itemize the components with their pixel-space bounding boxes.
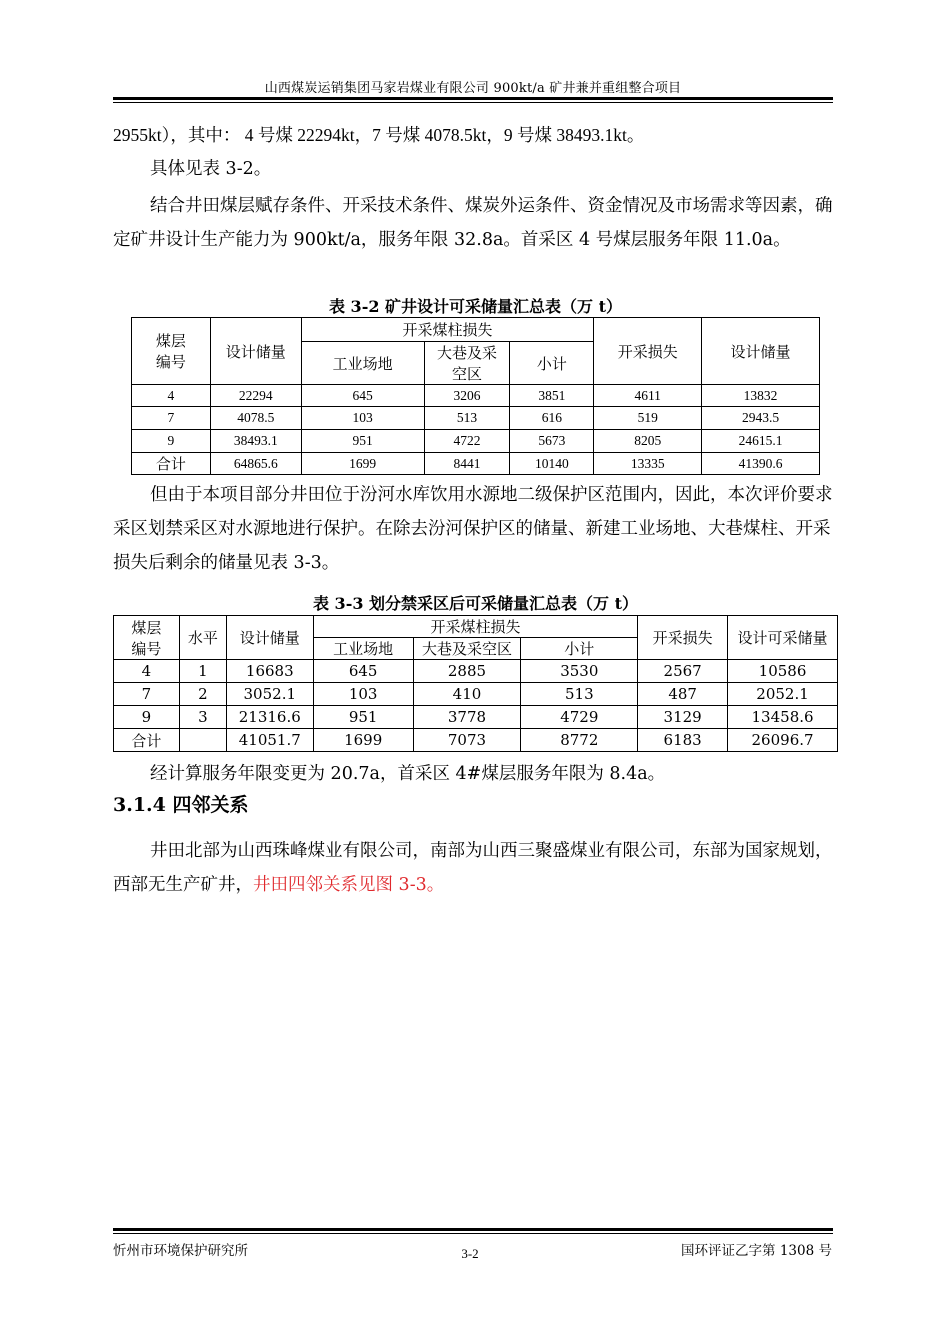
table-cell: 8441	[424, 453, 510, 475]
table-cell: 645	[313, 660, 413, 683]
table-cell: 9	[132, 430, 211, 453]
table-cell: 41390.6	[702, 453, 820, 475]
paragraph-protection-zone: 但由于本项目部分井田位于汾河水库饮用水源地二级保护区范围内，因此，本次评价要求采区划禁采区对水源地进行保护。在除去汾河保护区的储量、新建工业场地、大巷煤柱、开采损失后剩余的储量见表 3-3。	[113, 485, 833, 573]
table1-header-design-reserve2: 设计储量	[702, 318, 820, 385]
table2-header-industrial-site: 工业场地	[313, 638, 413, 660]
header-rule-thin	[113, 102, 833, 103]
table-cell: 951	[313, 706, 413, 729]
table-cell: 103	[313, 683, 413, 706]
table2-header-seam	[114, 616, 180, 660]
footer-rule-thin	[113, 1233, 833, 1234]
table-cell: 103	[301, 407, 424, 430]
table1-header-roadway-line2: 空区	[451, 367, 482, 383]
table-row-total	[132, 453, 820, 475]
table-cell: 26096.7	[728, 729, 838, 752]
table-cell: 1699	[301, 453, 424, 475]
table1-header-roadway	[424, 342, 510, 385]
table-cell: 2567	[638, 660, 728, 683]
table-cell: 38493.1	[210, 430, 301, 453]
paragraph-reserves: 2955kt），其中： 4 号煤 22294kt，7 号煤 4078.5kt，9 号煤 38493.1kt。	[113, 125, 645, 145]
table-cell: 3778	[413, 706, 521, 729]
table-row	[132, 407, 820, 430]
table-3-2-caption: 表 3-2 矿井设计可采储量汇总表（万 t）	[328, 297, 622, 316]
table-cell: 合计	[114, 729, 180, 752]
table2-header-level: 水平	[179, 616, 226, 660]
table1-header-seam-line1: 煤层	[155, 334, 186, 350]
table2-header-pillar-loss: 开采煤柱损失	[313, 616, 637, 638]
table-cell: 41051.7	[226, 729, 313, 752]
table-cell: 22294	[210, 385, 301, 407]
footer-certificate: 国环评证乙字第 1308 号	[681, 1243, 832, 1259]
table-cell: 2052.1	[728, 683, 838, 706]
table2-header-recoverable: 设计可采储量	[728, 616, 838, 660]
running-header: 山西煤炭运销集团马家岩煤业有限公司 900kt/a 矿井兼并重组整合项目	[264, 81, 682, 96]
table-3-3-caption: 表 3-3 划分禁采区后可采储量汇总表（万 t）	[312, 594, 638, 613]
paragraph-neighbors	[113, 834, 838, 902]
table-cell: 13832	[702, 385, 820, 407]
table-cell: 8772	[521, 729, 638, 752]
header-rule-thick	[113, 97, 833, 100]
table2-header-roadway: 大巷及采空区	[413, 638, 521, 660]
table-cell: 513	[424, 407, 510, 430]
table1-header-seam-line2: 编号	[155, 355, 186, 371]
table-3-3	[113, 615, 838, 752]
table-cell: 合计	[132, 453, 211, 475]
table-cell: 3530	[521, 660, 638, 683]
table2-header-subtotal: 小计	[521, 638, 638, 660]
table1-header-subtotal: 小计	[510, 342, 594, 385]
table-cell: 410	[413, 683, 521, 706]
figure-reference-link[interactable]: 井田四邻关系见图 3-3。	[253, 875, 445, 895]
footer-rule-thick	[113, 1228, 833, 1231]
table-cell: 13335	[594, 453, 702, 475]
table-cell: 3851	[510, 385, 594, 407]
table1-header-mining-loss: 开采损失	[594, 318, 702, 385]
table-cell: 3	[179, 706, 226, 729]
table2-header-mining-loss: 开采损失	[638, 616, 728, 660]
table-cell: 645	[301, 385, 424, 407]
table-cell: 4	[114, 660, 180, 683]
table-row	[132, 430, 820, 453]
table1-header-design-reserve: 设计储量	[210, 318, 301, 385]
table-cell	[179, 729, 226, 752]
table-cell: 4729	[521, 706, 638, 729]
table-cell: 9	[114, 706, 180, 729]
footer-organization: 忻州市环境保护研究所	[113, 1243, 248, 1259]
table2-header-seam-line2: 编号	[131, 639, 162, 658]
table-cell: 13458.6	[728, 706, 838, 729]
table2-header-design-reserve: 设计储量	[226, 616, 313, 660]
table2-header-seam-line1: 煤层	[131, 618, 162, 637]
table-3-2	[131, 317, 820, 475]
table-cell: 7	[132, 407, 211, 430]
table-cell: 2943.5	[702, 407, 820, 430]
table-cell: 3129	[638, 706, 728, 729]
table-row	[114, 706, 838, 729]
table-cell: 24615.1	[702, 430, 820, 453]
table-cell: 2	[179, 683, 226, 706]
table-cell: 6183	[638, 729, 728, 752]
table-cell: 21316.6	[226, 706, 313, 729]
table-cell: 951	[301, 430, 424, 453]
table-cell: 10586	[728, 660, 838, 683]
table-row	[132, 385, 820, 407]
paragraph-capacity: 结合井田煤层赋存条件、开采技术条件、煤炭外运条件、资金情况及市场需求等因素，确定矿井设计生产能力为 900kt/a，服务年限 32.8a。首采区 4 号煤层服务年限 11.0a。	[113, 196, 833, 250]
table-cell: 10140	[510, 453, 594, 475]
table-cell: 1	[179, 660, 226, 683]
table-cell: 1699	[313, 729, 413, 752]
table-cell: 3206	[424, 385, 510, 407]
table-row-total	[114, 729, 838, 752]
section-heading: 3.1.4 四邻关系	[113, 794, 249, 816]
table-cell: 8205	[594, 430, 702, 453]
table-cell: 616	[510, 407, 594, 430]
table-cell: 2885	[413, 660, 521, 683]
table-row	[114, 660, 838, 683]
paragraph-service-life: 经计算服务年限变更为 20.7a，首采区 4#煤层服务年限为 8.4a。	[150, 764, 666, 784]
table-cell: 64865.6	[210, 453, 301, 475]
table-cell: 7073	[413, 729, 521, 752]
table-cell: 4	[132, 385, 211, 407]
table-cell: 7	[114, 683, 180, 706]
table-row	[114, 683, 838, 706]
table-cell: 3052.1	[226, 683, 313, 706]
neighbors-text: 井田北部为山西珠峰煤业有限公司，南部为山西三聚盛煤业有限公司，东部为国家规划，西部无生产矿井，	[113, 841, 833, 895]
table1-header-pillar-loss: 开采煤柱损失	[301, 318, 594, 342]
table-cell: 4722	[424, 430, 510, 453]
table-cell: 513	[521, 683, 638, 706]
table1-header-seam	[132, 318, 211, 385]
table-cell: 487	[638, 683, 728, 706]
table1-header-roadway-line1: 大巷及采	[436, 346, 497, 362]
table-cell: 4078.5	[210, 407, 301, 430]
paragraph-see-table: 具体见表 3-2。	[150, 159, 272, 179]
table-cell: 4611	[594, 385, 702, 407]
table-cell: 519	[594, 407, 702, 430]
page-number: 3-2	[461, 1246, 479, 1261]
table1-header-industrial-site: 工业场地	[301, 342, 424, 385]
table-cell: 5673	[510, 430, 594, 453]
table-cell: 16683	[226, 660, 313, 683]
